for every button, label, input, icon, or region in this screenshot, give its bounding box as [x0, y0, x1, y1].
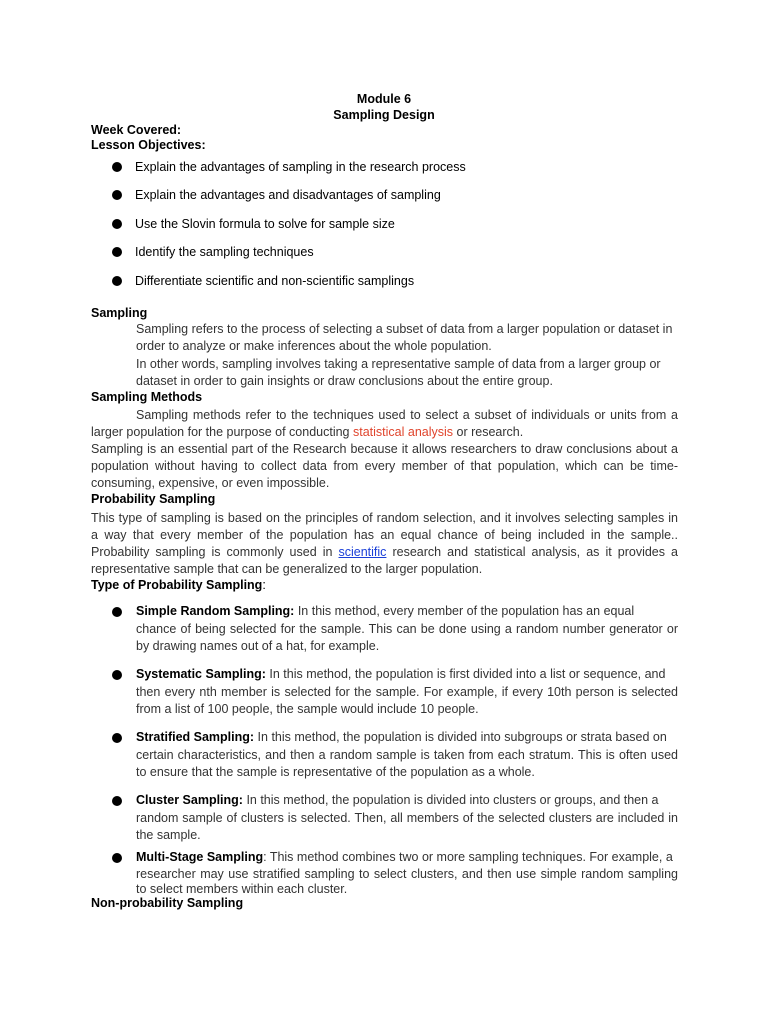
- statistical-analysis-link[interactable]: statistical analysis: [352, 425, 454, 439]
- sampling-type-item: Simple Random Sampling: In this method, every member of the population has an equal chance of being selected for the sample. This can be done using a random number generator or by drawing names out of a hat, for example.: [112, 602, 678, 655]
- lesson-objectives-label: Lesson Objectives:: [91, 138, 206, 152]
- sampling-methods-heading: Sampling Methods: [91, 390, 203, 404]
- week-covered-label: Week Covered:: [91, 123, 182, 137]
- bullet-icon: [112, 247, 122, 257]
- sampling-paragraph-2: In other words, sampling involves taking a representative sample of data from a larger group or dataset in order to gain insights or draw conclusions about the entire group.: [136, 357, 661, 388]
- sampling-paragraph-1: Sampling refers to the process of selecting a subset of data from a larger population or dataset in order to analyze or make inferences about the whole population.: [136, 322, 673, 353]
- module-number: Module 6: [356, 92, 412, 106]
- probability-sampling-paragraph: This type of sampling is based on the principles of random selection, and it involves selecting samples in a way that every member of the population has an equal chance of being included in the sample.. Probability sampling is commonly used in scientific research and statistical analysis, as it provides a representative sample that can be generalized to the larger population.: [91, 511, 678, 576]
- scientific-link[interactable]: scientific: [338, 545, 387, 559]
- objective-item: Explain the advantages and disadvantages of sampling: [112, 188, 441, 202]
- sampling-methods-paragraph-2: Sampling is an essential part of the Research because it allows researchers to draw conclusions about a population without having to collect data from every member of that population, which can be time-consuming, expensive, or even impossible.: [91, 442, 678, 490]
- sampling-type-item: Multi-Stage Sampling: This method combines two or more sampling techniques. For example, a researcher may use stratified sampling to select clusters, and then use simple random sampling to select members within each cluster.: [112, 848, 678, 897]
- sampling-type-item: Cluster Sampling: In this method, the population is divided into clusters or groups, and then a random sample of clusters is selected. Then, all members of the selected clusters are included in the sample.: [112, 791, 678, 844]
- sampling-heading: Sampling: [91, 306, 148, 320]
- bullet-icon: [112, 219, 122, 229]
- objective-item: Identify the sampling techniques: [112, 245, 314, 259]
- sampling-type-item: Stratified Sampling: In this method, the population is divided into subgroups or strata based on certain characteristics, and then a random sample is taken from each stratum. This is often used to ensure that the sample is representative of the population as a whole.: [112, 728, 678, 781]
- objective-item: Differentiate scientific and non-scientific samplings: [112, 274, 414, 288]
- non-probability-sampling-heading: Non-probability Sampling: [91, 896, 244, 910]
- bullet-icon: [112, 190, 122, 200]
- page-title: Sampling Design: [333, 108, 435, 122]
- objective-item: Explain the advantages of sampling in the research process: [112, 160, 466, 174]
- bullet-icon: [112, 162, 122, 172]
- bullet-icon: [112, 733, 122, 743]
- type-of-probability-heading: Type of Probability Sampling:: [91, 578, 266, 592]
- bullet-icon: [112, 276, 122, 286]
- bullet-icon: [112, 853, 122, 863]
- objective-item: Use the Slovin formula to solve for sample size: [112, 217, 395, 231]
- sampling-type-item: Systematic Sampling: In this method, the population is first divided into a list or sequence, and then every nth member is selected for the sample. For example, if every 10th person is selected from a list of 100 people, the sample would include 10 people.: [112, 665, 678, 718]
- sampling-methods-paragraph-1: Sampling methods refer to the techniques used to select a subset of individuals or units from a larger population for the purpose of conducting statistical analysis or research.: [91, 408, 678, 439]
- bullet-icon: [112, 670, 122, 680]
- probability-sampling-heading: Probability Sampling: [91, 492, 216, 506]
- bullet-icon: [112, 607, 122, 617]
- bullet-icon: [112, 796, 122, 806]
